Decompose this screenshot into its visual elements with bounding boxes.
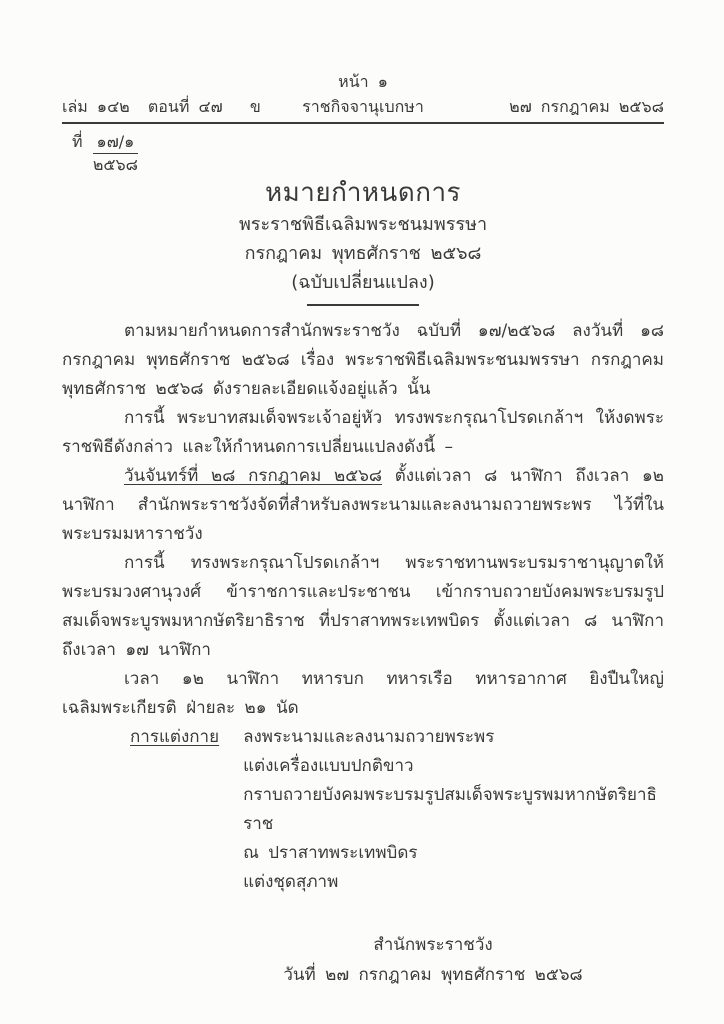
issuing-agency: สำนักพระราชวัง	[373, 935, 493, 955]
paragraph-reference: ตามหมายกำหนดการสำนักพระราชวัง ฉบับที่ ๑๗/๒๕๖๘ ลงวันที่ ๑๘ กรกฎาคม พุทธศักราช ๒๕๖๘ เรื่อง พระราชพิธีเฉลิมพระชนมพรรษา กรกฎาคม พุทธศักราช ๒๕๖๘ ดังรายละเอียดแจ้งอยู่แล้ว นั้น	[62, 321, 664, 399]
schedule-date-underlined: วันจันทร์ที่ ๒๘ กรกฎาคม ๒๕๖๘	[124, 466, 383, 486]
document-subtitle-date: กรกฎาคม พุทธศักราช ๒๕๖๘	[244, 243, 482, 264]
document-body	[62, 317, 664, 897]
dress-code-label: การแต่งกาย	[130, 727, 220, 747]
paragraph-royal-command: การนี้ พระบาทสมเด็จพระเจ้าอยู่หัว ทรงพระกรุณาโปรดเกล้าฯ ให้งดพระราชพิธีดังกล่าว และให้กำหนดการเปลี่ยนแปลงดังนี้ –	[62, 408, 664, 457]
document-number-column	[93, 133, 139, 174]
paragraph-gun-salute: เวลา ๑๒ นาฬิกา ทหารบก ทหารเรือ ทหารอากาศ ยิงปืนใหญ่เฉลิมพระเกียรติ ฝ่ายละ ๒๑ นัด	[62, 669, 664, 718]
document-number-prefix: ที่	[72, 132, 83, 151]
document-subtitle-ceremony: พระราชพิธีเฉลิมพระชนมพรรษา	[238, 214, 488, 235]
document-number: ๑๗/๑	[93, 133, 139, 154]
document-year: ๒๕๖๘	[92, 155, 138, 174]
gazette-name: ราชกิจจานุเบกษา	[302, 97, 424, 116]
paragraph-public-homage: การนี้ ทรงพระกรุณาโปรดเกล้าฯ พระราชทานพระบรมราชานุญาตให้พระบรมวงศานุวงศ์ ข้าราชการและประชาชน เข้ากราบถวายบังคมพระบรมรูปสมเด็จพระบูรพมหากษัตริยาธิราช ที่ปราสาทพระเทพบิดร ตั้งแต่เวลา ๘ นาฬิกา ถึงเวลา ๑๗ นาฬิกา	[62, 553, 664, 660]
gazette-date: ๒๗ กรกฎาคม ๒๕๖๘	[509, 97, 664, 116]
volume-part-label: เล่ม ๑๔๒ ตอนที่ ๔๗ ข	[62, 97, 261, 116]
masthead	[62, 96, 664, 124]
dress-code-block	[130, 723, 664, 897]
issue-date: วันที่ ๒๗ กรกฎาคม พุทธศักราช ๒๕๖๘	[283, 965, 583, 985]
dress-code-items	[243, 723, 664, 897]
dress-code-item: ณ ปราสาทพระเทพบิดร	[243, 843, 418, 863]
title-divider-rule	[307, 304, 419, 306]
document-subtitle-edition: (ฉบับเปลี่ยนแปลง)	[291, 272, 435, 293]
dress-code-item: ลงพระนามและลงนามถวายพระพร	[243, 727, 495, 747]
document-title: หมายกำหนดการ	[264, 178, 462, 208]
signature-block	[132, 930, 724, 990]
page-number: หน้า ๑	[338, 72, 388, 91]
paragraph-schedule-monday	[62, 462, 664, 549]
schedule-date-details: ตั้งแต่เวลา ๘ นาฬิกา ถึงเวลา ๑๒ นาฬิกา สำนักพระราชวังจัดที่สำหรับลงพระนามและลงนามถวายพระพร ไว้ที่ในพระบรมมหาราชวัง	[62, 466, 664, 544]
document-number-block	[72, 133, 664, 174]
dress-code-item: กราบถวายบังคมพระบรมรูปสมเด็จพระบูรพมหากษัตริยาธิราช	[243, 785, 657, 834]
dress-code-item: แต่งเครื่องแบบปกติขาว	[243, 756, 414, 776]
dress-code-item: แต่งชุดสุภาพ	[243, 872, 339, 892]
title-block	[62, 176, 664, 306]
